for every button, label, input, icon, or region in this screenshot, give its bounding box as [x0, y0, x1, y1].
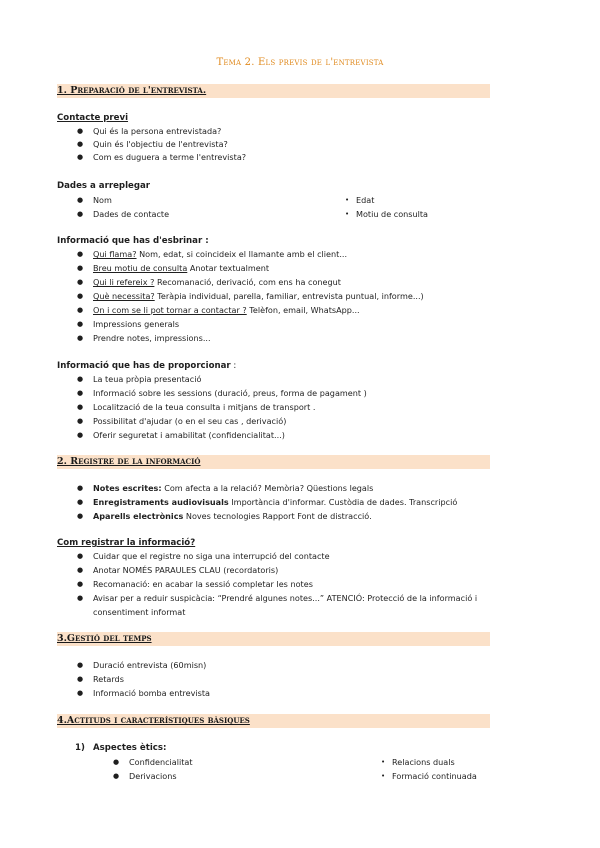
list-item: ● Notes escrites: Com afecta a la relació? Memòria? Qüestions legals: [77, 483, 374, 493]
list-item: ● Informació bomba entrevista: [77, 688, 211, 698]
list-item: ● Qui flama? Nom, edat, si coincideix el llamante amb el client...: [77, 249, 348, 259]
section-3-band: [57, 632, 490, 646]
list-item: ● Retards: [77, 674, 124, 684]
document-title: Tema 2. Els previs de l'entrevista: [216, 57, 384, 68]
list-item: ● Localització de la teua consulta i mitjans de transport .: [77, 402, 316, 412]
section-1-band: [57, 84, 490, 98]
list-item: ● Recomanació: en acabar la sessió completar les notes: [77, 579, 313, 589]
list-item: ● Qui és la persona entrevistada?: [77, 126, 222, 136]
list-item: ● Com es duguera a terme l'entrevista?: [77, 152, 247, 162]
com-registrar-label: Com registrar la informació?: [57, 538, 196, 548]
list-item: ● Avisar per a reduir suspicàcia: “Prendré algunes notes...” ATENCIÓ: Protecció de la informació i: [77, 593, 478, 603]
list-item: ● Possibilitat d'ajudar (o en el seu cas , derivació): [77, 416, 287, 426]
list-item: ● Confidencialitat: [113, 757, 193, 767]
list-item: ● La teua pròpia presentació: [77, 374, 202, 384]
list-item: ● Prendre notes, impressions...: [77, 333, 211, 343]
list-item: ● Aparells electrònics Noves tecnologies Rapport Font de distracció.: [77, 511, 372, 521]
list-item: ● On i com se li pot tornar a contactar ? Telèfon, email, WhatsApp...: [77, 305, 360, 315]
list-item: ● Duració entrevista (60misn): [77, 660, 207, 670]
list-item: ● Derivacions: [113, 771, 177, 781]
list-item: ● Breu motiu de consulta Anotar textualment: [77, 263, 270, 273]
list-item: ● Nom: [77, 195, 112, 205]
list-item: ● Informació sobre les sessions (duració, preus, forma de pagament ): [77, 388, 367, 398]
list-item: ● Qui li refereix ? Recomanació, derivació, com ens ha conegut: [77, 277, 341, 287]
list-item: • Edat: [345, 195, 375, 205]
list-item: • Motiu de consulta: [345, 209, 429, 219]
dades-label: Dades a arreplegar: [57, 181, 151, 191]
list-item: ● Enregistraments audiovisuals Importància d'informar. Custòdia de dades. Transcripció: [77, 497, 458, 507]
list-item: ● Oferir seguretat i amabilitat (confidencialitat...): [77, 430, 285, 440]
list-item: ● Què necessita? Teràpia individual, parella, familiar, entrevista puntual, informe...): [77, 291, 424, 301]
list-item: • Relacions duals: [381, 757, 455, 767]
info-esbrinar-label: Informació que has d'esbrinar :: [57, 236, 209, 246]
aspectes-etics-number: 1): [75, 743, 85, 753]
info-proporcionar-label: Informació que has de proporcionar :: [57, 361, 237, 371]
section-2-band: [57, 455, 490, 469]
aspectes-etics-label: Aspectes ètics:: [93, 743, 167, 753]
section-3-heading: 3.Gestió del temps: [57, 633, 152, 644]
section-4-band: [57, 714, 490, 728]
list-item: • Formació continuada: [381, 771, 477, 781]
list-item: ● Quin és l'objectiu de l'entrevista?: [77, 139, 228, 149]
list-item: ● Dades de contacte: [77, 209, 170, 219]
list-item: ● Impressions generals: [77, 319, 180, 329]
list-item: ● Cuidar que el registre no siga una interrupció del contacte: [77, 551, 330, 561]
list-item: ● Anotar NOMÉS PARAULES CLAU (recordatoris): [77, 565, 279, 575]
section-1-heading: 1. Preparació de l'entrevista.: [57, 85, 207, 96]
contacte-previ-label: Contacte previ: [57, 113, 129, 123]
section-4-heading: 4.Actituds i característiques bàsiques: [57, 715, 250, 726]
section-2-heading: 2. Registre de la informació: [57, 456, 201, 467]
list-item-continuation: consentiment informat: [93, 607, 186, 617]
